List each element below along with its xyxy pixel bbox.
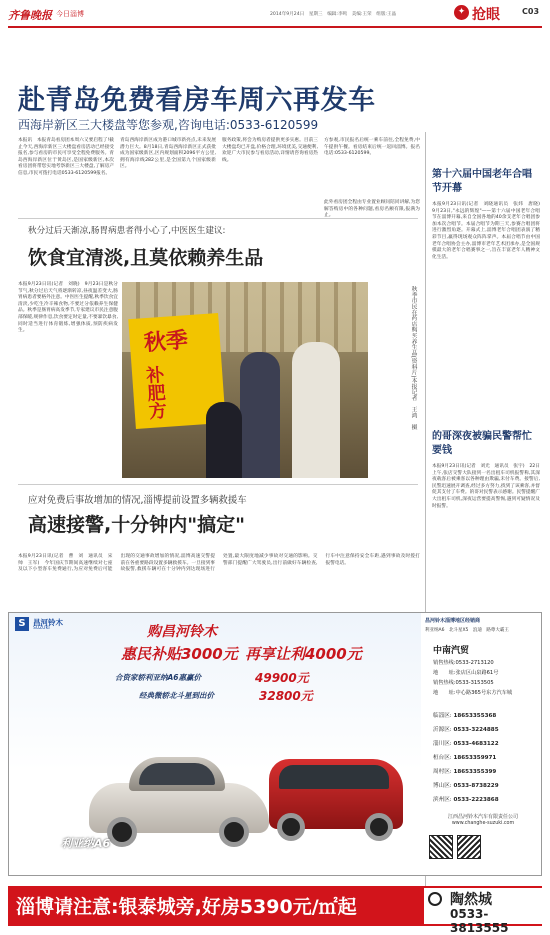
top-headline: 赴青岛免费看房车周六再发车 (18, 85, 376, 116)
suzuki-footer-url: www.changhe-suzuki.com (451, 821, 515, 826)
banner-brand-box (424, 888, 542, 935)
photo-person-2 (292, 342, 340, 478)
suzuki-qr-icon (429, 835, 453, 859)
suzuki-ad[interactable] (8, 612, 542, 876)
banner-text: 淄博请注意:银泰城旁,好房5390元/㎡起 (16, 896, 357, 918)
traffic-body: 本报9月23日讯(记者 曹 刘 通讯员 宋帅 王军) 今年国庆节期间高速继续对七座及以下小型客车免费通行,为应对免费后可能出现的交通事故增加的情况,淄博高速交警提前在各重要路段设置多辆救援车。一旦接到事故报警,救援车辆可在十分钟内到达现场进行处置,最大限度地减少事故对交通的影响。交警部门提醒广大驾驶员,出行前做好车辆检查,行车中注意保持安全车距,遇到事故及时拨打报警电话。 (18, 554, 420, 573)
top-story-col-1: 本报讯 本报青岛看房团本周六又要启程了!截止今天,西海岸新区三大楼盘看房活动已经接受报名,参与看房的市民可享受全程免费服务。青岛西海岸新区位于黄岛区,是国家级新区,本次看房团将带您实地考察新区三大楼盘,了解房产信息,市民可拨打电话0533-6120599报名。 (18, 138, 114, 176)
car-label: 利亚纳A6 (61, 837, 111, 850)
dealer-line-value: 张店区山泉路61号 (455, 670, 499, 676)
car-wheel-front (107, 817, 137, 847)
suzuki-dealer-name: 中南汽贸 (433, 646, 470, 656)
city-tel: 18653359971 (453, 755, 497, 761)
suzuki-qr-icon (457, 835, 481, 859)
city-name: 滨州区: (433, 797, 452, 803)
suzuki-offer-a (115, 669, 383, 685)
photo-person-1 (240, 352, 280, 478)
traffic-headline: 高速接警,十分钟内"搞定" (28, 514, 246, 536)
dealer-line (433, 669, 539, 677)
health-headline: 饮食宜清淡,且莫依赖养生品 (28, 247, 264, 269)
city-name: 沂源区: (433, 727, 452, 733)
banner-logo-icon (428, 892, 442, 906)
section-rule (18, 484, 418, 485)
dealer-line-label: 地 址: (433, 670, 456, 676)
suzuki-subsidy: 惠民补贴3000元 (121, 645, 238, 663)
masthead-brand: 齐鲁晚报 (8, 9, 52, 22)
dealer-line (433, 689, 539, 697)
city-tel: 0533-8738229 (453, 783, 499, 789)
city-tel: 18653355368 (453, 713, 497, 719)
city-line (433, 781, 539, 791)
health-body: 本报9月23日讯(记者 刘晓) 9月23日是秋分节气,秋分过后天气将逐渐转凉,昼夜温差变大,肠胃病患者要格外注意。中医医生提醒,秋季饮食宜清淡,少吃生冷辛辣食物,不要过分依赖养生保健品。秋季是肠胃病高发季节,专家建议市民注意腹部保暖,规律作息,饮食要定时定量,不要暴饮暴食,同时适当进行体育锻炼,增强体质,预防疾病发生。 (18, 282, 118, 334)
top-story-col-3: 服务政策,将会为购房者提供更多实惠。目前三大楼盘均已开盘,价格合理,环境优美,交通便利,欢迎广大市民参与看房活动,详情请咨询看房热线。 (222, 138, 318, 163)
health-kicker: 秋分过后天渐凉,肠胃病患者得小心了,中医医生建议: (28, 226, 226, 236)
top-story-col-5: 此外看房团全程由专业置业顾问陪同讲解,为您解答购房中的各种问题,看房名额有限,报满为止。 (324, 200, 420, 219)
dealer-line-label: 销售热线: (433, 660, 456, 666)
suzuki-price-b: 32800元 (259, 689, 313, 703)
traffic-kicker: 应对免费后事故增加的情况,淄博提前设置多辆救援车 (28, 495, 247, 506)
top-story-col-4: 方参观,市民报名后统一乘车前往,全程免费,中午提供午餐。看房结束后统一返回淄博。报名电话:0533-6120599。 (324, 138, 420, 157)
masthead-rule (8, 26, 542, 28)
city-name: 淄川区: (433, 741, 452, 747)
section-rule (18, 218, 418, 219)
dealer-line-label: 地 址: (433, 690, 456, 696)
bottom-banner[interactable] (8, 886, 542, 935)
page-number: C03 (522, 7, 540, 16)
masthead (8, 4, 542, 26)
section-tag (452, 4, 514, 24)
city-line (433, 753, 539, 763)
sidebar-mid-headline: 的哥深夜被骗民警帮忙要钱 (432, 431, 532, 456)
health-photo-caption: 秋季市民在药店购买养生品(资料片)本报记者 王鸿 摄 (410, 286, 416, 430)
sidebar-mid-body: 本报9月23日讯(记者 刘光 通讯员 张宇) 22日上午,张店交警大队接到一名出租车司机报警称,其深夜载客后被乘客以各种理由欺骗,未付车费。接警后,民警迅速展开调查,经过多方努力,找到了该乘客,并督促其支付了车费。的哥对民警表示感谢。民警提醒广大出租车司机,深夜运营要提高警惕,遇到可疑情况及时报警。 (432, 464, 540, 509)
car-wheel-rear (219, 817, 249, 847)
city-name: 博山区: (433, 783, 452, 789)
suzuki-logo (15, 617, 105, 635)
suzuki-brand: 昌河铃木 (33, 618, 63, 627)
banner-phone: 0533-3813555 (450, 907, 509, 935)
masthead-meta: 2014年9月24日 星期三 编辑:李鸣 美编:王荣 组版:王晶 (270, 12, 397, 17)
dealer-line-label: 销售热线: (433, 680, 456, 686)
masthead-brand-sub: 今日淄博 (56, 10, 84, 18)
city-name: 周村区: (433, 769, 452, 775)
suzuki-model-b: 经典微轿北斗星到出价 (139, 691, 214, 700)
city-tel: 0533-3224885 (453, 727, 499, 733)
dealer-line-value: 0533-3153505 (455, 680, 494, 686)
car-red (261, 729, 411, 849)
dealer-line-value: 0533-2713120 (455, 660, 494, 666)
city-tel: 18653355399 (453, 769, 497, 775)
photo-sign-text-1: 秋季 (143, 328, 189, 357)
suzuki-model-a: 合资家轿利亚纳A6惠赢价 (115, 673, 202, 682)
city-line (433, 711, 539, 721)
city-name: 临淄区: (433, 713, 452, 719)
top-story-col-2: 青岛西海岸新区成为港口城市新亮点,未来发展潜力巨大。8月18日,青岛西海岸新区正式获批成为国家级新区,区内规划面积2096平方公里,拥有海岸线282公里,是全国第九个国家级新区。 (120, 138, 216, 170)
city-line (433, 739, 539, 749)
banner-brand: 陶然城 (450, 892, 492, 908)
city-line (433, 795, 539, 805)
city-tel: 0533-2223868 (453, 797, 499, 803)
sidebar-top-body: 本报9月23日讯(记者 刘晓通讯员 张炜 唐晓) 9月23日,"永远的辉煌"——第十六届中国老年合唱节在淄博开幕,来自全国各地的40余支老年合唱团参加本次合唱节。本届合唱节为期三天,参赛合唱团将进行激烈角逐。开幕式上,淄博老年合唱团表演了精彩节目,赢得现场观众阵阵掌声。本届合唱节由中国老年合唱协会主办,淄博市老年艺术团承办,是全国规模最大的老年合唱赛事之一,旨在丰富老年人精神文化生活。 (432, 202, 545, 260)
suzuki-footer: 江西昌河铃木汽车有限责任公司 (447, 814, 518, 820)
photo-sign-text-2: 补肥方 (142, 364, 168, 421)
suzuki-price-a: 49900元 (255, 671, 309, 685)
section-label: 抢眼 (472, 7, 500, 23)
suzuki-brand-en: SUZUKI (33, 626, 50, 631)
suzuki-left (9, 613, 421, 875)
suzuki-dealer-title: 昌河铃木淄博地区经销商 (425, 618, 481, 624)
suzuki-discount: 再享让利4000元 (245, 645, 362, 663)
suzuki-offer-b (139, 687, 389, 703)
suzuki-models-row: 利亚纳A6 北斗星X5 浪迪 路尊大霸王 (425, 628, 509, 633)
photo-person-3 (206, 402, 242, 478)
sidebar-top (432, 168, 545, 412)
city-tel: 0533-4683122 (453, 741, 499, 747)
dealer-line-value: 中心路365号东方汽车城 (455, 690, 513, 696)
city-name: 桓台区: (433, 755, 452, 761)
sidebar-mid (432, 430, 542, 608)
dealer-line (433, 679, 539, 687)
section-star-icon: ✦ (454, 5, 469, 20)
top-subhead: 西海岸新区三大楼盘等您参观,咨询电话:0533-6120599 (18, 118, 319, 132)
suzuki-slogan: 购昌河铃木 (147, 624, 217, 640)
suzuki-s-icon: S (15, 617, 29, 631)
city-line (433, 725, 539, 735)
health-photo (122, 282, 368, 478)
city-line (433, 767, 539, 777)
sidebar-top-headline: 第十六届中国老年合唱节开幕 (432, 169, 532, 194)
dealer-line (433, 659, 539, 667)
